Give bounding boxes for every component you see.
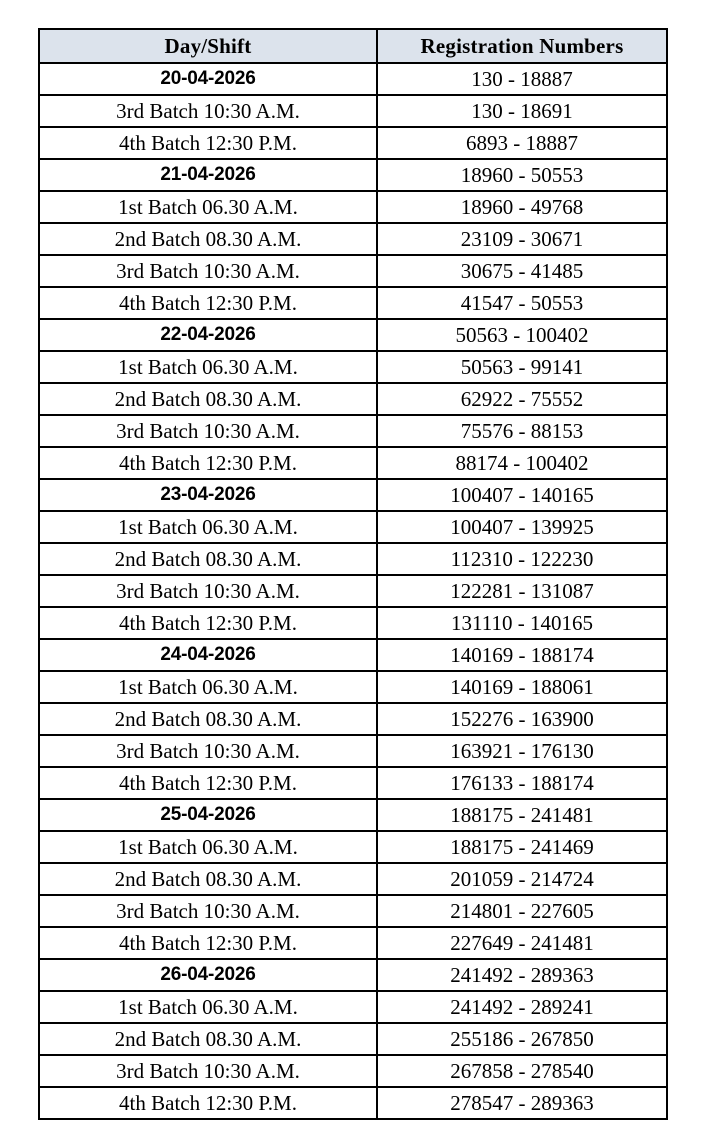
cell-registration-range: 188175 - 241481 [377, 799, 667, 831]
cell-batch-shift: 3rd Batch 10:30 A.M. [39, 895, 377, 927]
table-row-date-summary [39, 959, 667, 991]
cell-batch-shift: 4th Batch 12:30 P.M. [39, 287, 377, 319]
cell-registration-range: 50563 - 99141 [377, 351, 667, 383]
schedule-table-container [38, 28, 666, 1120]
table-row-batch [39, 95, 667, 127]
cell-registration-range: 241492 - 289363 [377, 959, 667, 991]
cell-batch-shift: 4th Batch 12:30 P.M. [39, 127, 377, 159]
table-row-batch [39, 927, 667, 959]
cell-batch-shift: 2nd Batch 08.30 A.M. [39, 223, 377, 255]
cell-batch-shift: 1st Batch 06.30 A.M. [39, 511, 377, 543]
table-row-batch [39, 991, 667, 1023]
table-row-batch [39, 863, 667, 895]
cell-date: 24-04-2026 [39, 639, 377, 671]
cell-batch-shift: 1st Batch 06.30 A.M. [39, 351, 377, 383]
table-row-batch [39, 351, 667, 383]
cell-registration-range: 112310 - 122230 [377, 543, 667, 575]
cell-batch-shift: 4th Batch 12:30 P.M. [39, 927, 377, 959]
table-row-batch [39, 543, 667, 575]
cell-registration-range: 131110 - 140165 [377, 607, 667, 639]
cell-registration-range: 88174 - 100402 [377, 447, 667, 479]
column-header-day-shift: Day/Shift [39, 29, 377, 63]
table-row-date-summary [39, 319, 667, 351]
cell-batch-shift: 3rd Batch 10:30 A.M. [39, 735, 377, 767]
cell-batch-shift: 4th Batch 12:30 P.M. [39, 767, 377, 799]
table-row-date-summary [39, 159, 667, 191]
cell-batch-shift: 1st Batch 06.30 A.M. [39, 831, 377, 863]
cell-registration-range: 278547 - 289363 [377, 1087, 667, 1119]
cell-registration-range: 255186 - 267850 [377, 1023, 667, 1055]
cell-registration-range: 100407 - 139925 [377, 511, 667, 543]
cell-batch-shift: 2nd Batch 08.30 A.M. [39, 863, 377, 895]
cell-batch-shift: 1st Batch 06.30 A.M. [39, 991, 377, 1023]
cell-registration-range: 50563 - 100402 [377, 319, 667, 351]
cell-batch-shift: 2nd Batch 08.30 A.M. [39, 703, 377, 735]
cell-registration-range: 23109 - 30671 [377, 223, 667, 255]
cell-batch-shift: 4th Batch 12:30 P.M. [39, 607, 377, 639]
cell-registration-range: 130 - 18691 [377, 95, 667, 127]
table-row-batch [39, 895, 667, 927]
table-header-row [39, 29, 667, 63]
table-row-batch [39, 1087, 667, 1119]
table-row-batch [39, 255, 667, 287]
cell-registration-range: 30675 - 41485 [377, 255, 667, 287]
cell-date: 20-04-2026 [39, 63, 377, 95]
table-row-batch [39, 735, 667, 767]
cell-batch-shift: 2nd Batch 08.30 A.M. [39, 1023, 377, 1055]
cell-batch-shift: 2nd Batch 08.30 A.M. [39, 543, 377, 575]
table-row-batch [39, 671, 667, 703]
cell-batch-shift: 4th Batch 12:30 P.M. [39, 447, 377, 479]
table-row-date-summary [39, 639, 667, 671]
table-header [39, 29, 667, 63]
cell-batch-shift: 3rd Batch 10:30 A.M. [39, 95, 377, 127]
cell-registration-range: 267858 - 278540 [377, 1055, 667, 1087]
table-row-batch [39, 511, 667, 543]
cell-registration-range: 75576 - 88153 [377, 415, 667, 447]
cell-batch-shift: 3rd Batch 10:30 A.M. [39, 1055, 377, 1087]
table-row-batch [39, 223, 667, 255]
cell-registration-range: 241492 - 289241 [377, 991, 667, 1023]
table-row-batch [39, 1023, 667, 1055]
table-row-date-summary [39, 799, 667, 831]
cell-registration-range: 201059 - 214724 [377, 863, 667, 895]
cell-registration-range: 62922 - 75552 [377, 383, 667, 415]
table-row-batch [39, 575, 667, 607]
table-row-date-summary [39, 479, 667, 511]
table-row-batch [39, 447, 667, 479]
cell-registration-range: 176133 - 188174 [377, 767, 667, 799]
cell-registration-range: 152276 - 163900 [377, 703, 667, 735]
column-header-registration-numbers: Registration Numbers [377, 29, 667, 63]
table-row-batch [39, 1055, 667, 1087]
cell-date: 25-04-2026 [39, 799, 377, 831]
table-row-batch [39, 831, 667, 863]
cell-registration-range: 122281 - 131087 [377, 575, 667, 607]
table-row-batch [39, 703, 667, 735]
cell-batch-shift: 3rd Batch 10:30 A.M. [39, 575, 377, 607]
cell-registration-range: 188175 - 241469 [377, 831, 667, 863]
cell-registration-range: 18960 - 49768 [377, 191, 667, 223]
cell-registration-range: 18960 - 50553 [377, 159, 667, 191]
cell-batch-shift: 1st Batch 06.30 A.M. [39, 191, 377, 223]
cell-registration-range: 227649 - 241481 [377, 927, 667, 959]
table-row-batch [39, 607, 667, 639]
table-row-batch [39, 287, 667, 319]
table-row-batch [39, 415, 667, 447]
cell-registration-range: 6893 - 18887 [377, 127, 667, 159]
cell-date: 23-04-2026 [39, 479, 377, 511]
cell-registration-range: 41547 - 50553 [377, 287, 667, 319]
cell-registration-range: 130 - 18887 [377, 63, 667, 95]
cell-batch-shift: 1st Batch 06.30 A.M. [39, 671, 377, 703]
table-row-date-summary [39, 63, 667, 95]
cell-registration-range: 163921 - 176130 [377, 735, 667, 767]
cell-batch-shift: 3rd Batch 10:30 A.M. [39, 255, 377, 287]
cell-registration-range: 140169 - 188061 [377, 671, 667, 703]
table-row-batch [39, 767, 667, 799]
cell-registration-range: 140169 - 188174 [377, 639, 667, 671]
table-row-batch [39, 127, 667, 159]
cell-date: 26-04-2026 [39, 959, 377, 991]
cell-batch-shift: 2nd Batch 08.30 A.M. [39, 383, 377, 415]
cell-batch-shift: 3rd Batch 10:30 A.M. [39, 415, 377, 447]
table-row-batch [39, 191, 667, 223]
cell-date: 21-04-2026 [39, 159, 377, 191]
table-row-batch [39, 383, 667, 415]
cell-registration-range: 214801 - 227605 [377, 895, 667, 927]
cell-batch-shift: 4th Batch 12:30 P.M. [39, 1087, 377, 1119]
cell-date: 22-04-2026 [39, 319, 377, 351]
table-body [39, 63, 667, 1119]
cell-registration-range: 100407 - 140165 [377, 479, 667, 511]
registration-schedule-table [38, 28, 668, 1120]
